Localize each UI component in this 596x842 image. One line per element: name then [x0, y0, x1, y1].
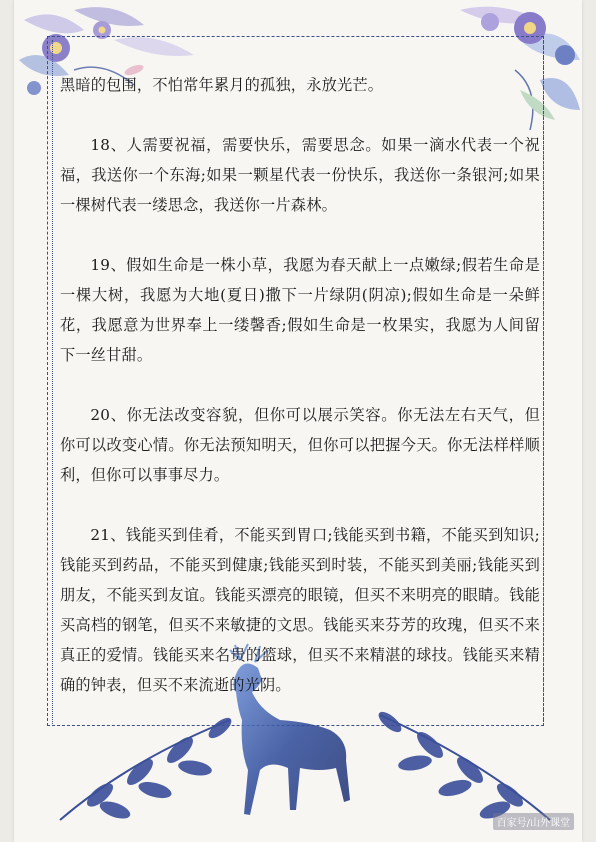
- paragraph-20: 20、你无法改变容貌，但你可以展示笑容。你无法左右天气，但你可以改变心情。你无法预知明天，但你可以把握今天。你无法样样顺利，但你可以事事尽力。: [60, 406, 540, 484]
- paragraph-19: 19、假如生命是一株小草，我愿为春天献上一点嫩绿;假若生命是一棵大树，我愿为大地(夏日)撒下一片绿阴(阴凉);假如生命是一朵鲜花，我愿意为世界奉上一缕馨香;假如生命是一枚果实，我愿为人间留下一丝甘甜。: [60, 256, 540, 364]
- paragraph-21: 21、钱能买到佳肴，不能买到胃口;钱能买到书籍，不能买到知识;钱能买到药品，不能买到健康;钱能买到时装，不能买到美丽;钱能买到朋友，不能买到友谊。钱能买漂亮的眼镜，但买不来明亮的眼睛。钱能买高档的钢笔，但买不来敏捷的文思。钱能买来芬芳的玫瑰，但买不来真正的爱情。钱能买来名贵的篮球，但买不来精湛的球技。钱能买来精确的钟表，但买不来流逝的光阴。: [60, 526, 540, 694]
- leaf-branch-bottom-right: [370, 690, 570, 830]
- paragraph-17-tail: 黑暗的包围，不怕常年累月的孤独，永放光芒。: [60, 76, 384, 94]
- document-body: [60, 70, 540, 700]
- watermark: 百家号/山外课堂: [493, 813, 574, 830]
- frame-dotted-line-left: [52, 40, 55, 724]
- paragraph-18: 18、人需要祝福，需要快乐，需要思念。如果一滴水代表一个祝福，我送你一个东海;如果一颗星代表一份快乐，我送你一条银河;如果一棵树代表一缕思念，我送你一片森林。: [60, 136, 540, 214]
- frame-dotted-line-right: [543, 40, 546, 724]
